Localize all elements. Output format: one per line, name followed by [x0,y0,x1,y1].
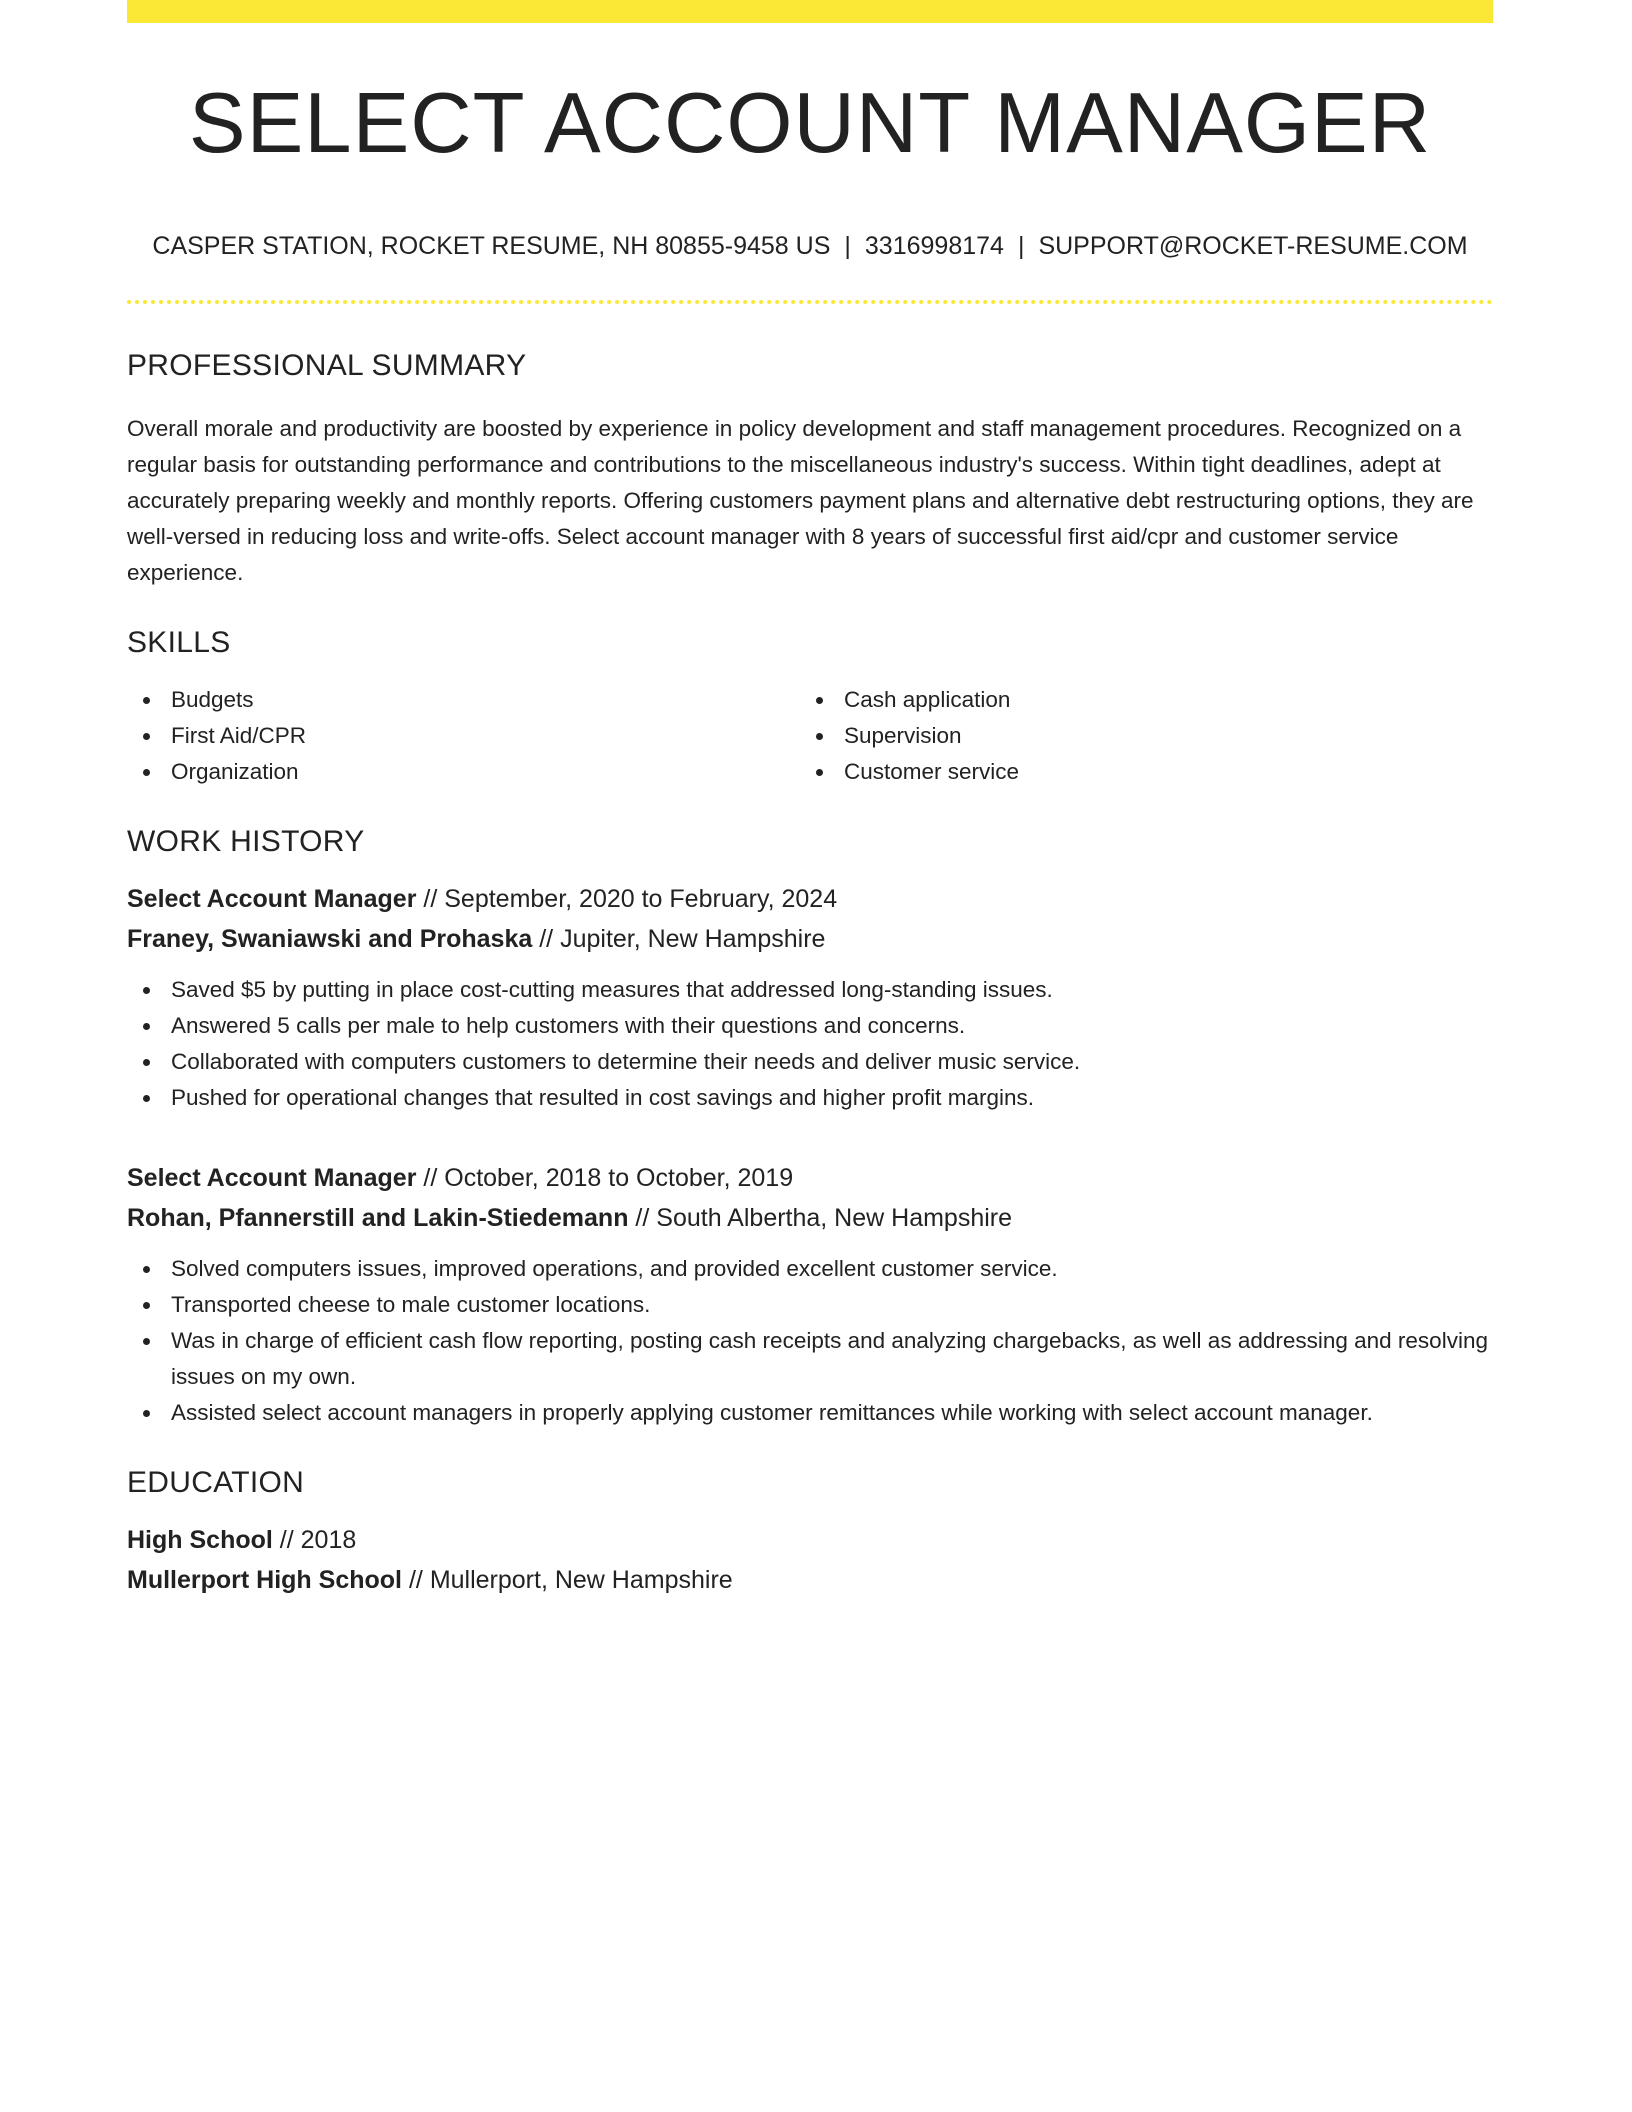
summary-text: Overall morale and productivity are boosted by experience in policy development and staff management procedures. Recognized on a regular basis for outstanding performance and contributions to the miscellaneous industry's success. Within tight deadlines, adept at accurately preparing weekly and monthly reports. Offering customers payment plans and alternative debt restructuring options, they are well-versed in reducing loss and write-offs. Select account manager with 8 years of successful first aid/cpr and customer service experience. [127,416,1474,585]
job-separator: // [423,885,438,913]
job-company-line [127,919,1493,959]
education-separator: // [279,1526,294,1554]
education-degree-line [127,1520,1493,1560]
skill-item: Cash application [800,682,1019,718]
contact-address: CASPER STATION, ROCKET RESUME, NH 80855-9458 US [152,232,831,260]
accent-top-bar [127,0,1493,23]
duty-item: Transported cheese to male customer locations. [127,1287,1493,1323]
duty-item: Was in charge of efficient cash flow reporting, posting cash receipts and analyzing chargebacks, as well as addressing and resolving issues on my own. [127,1323,1493,1395]
skill-item: Organization [127,754,800,790]
job-role: Select Account Manager [127,885,417,913]
education-heading: EDUCATION [127,1466,305,1499]
contact-separator: | [1017,232,1025,260]
job-duties [127,1251,1493,1431]
job-location: Jupiter, New Hampshire [560,925,826,953]
skills-heading: SKILLS [127,626,231,659]
contact-separator: | [844,232,851,260]
candidate-title: SELECT ACCOUNT MANAGER [188,76,1432,171]
contact-email: SUPPORT@ROCKET-RESUME.COM [1038,232,1468,260]
duty-item: Pushed for operational changes that resulted in cost savings and higher profit margins. [127,1080,1493,1116]
job-dates: October, 2018 to October, 2019 [444,1164,794,1192]
contact-phone: 3316998174 [864,232,1004,260]
job-entry [127,1158,1493,1431]
skill-item: Customer service [800,754,1019,790]
job-location: South Albertha, New Hampshire [656,1204,1013,1232]
education-school-line [127,1560,1493,1600]
job-company-line [127,1198,1493,1238]
education-entry [127,1520,1493,1600]
skill-item: First Aid/CPR [127,718,800,754]
education-school: Mullerport High School [127,1566,402,1594]
job-dates: September, 2020 to February, 2024 [444,885,838,913]
duty-item: Assisted select account managers in properly applying customer remittances while working with select account manager. [127,1395,1493,1431]
dotted-divider [127,300,1493,304]
job-company: Rohan, Pfannerstill and Lakin-Stiedemann [127,1204,629,1232]
education-degree: High School [127,1526,273,1554]
skills-column-left [127,682,800,790]
job-entry [127,879,1493,1116]
skills-column-right [800,682,1019,790]
resume-page [127,0,1493,1600]
job-separator: // [635,1204,650,1232]
skill-item: Budgets [127,682,800,718]
summary-heading: PROFESSIONAL SUMMARY [127,349,527,382]
job-role-line [127,1158,1493,1198]
skills-list [127,682,1493,790]
job-role: Select Account Manager [127,1164,417,1192]
job-separator: // [423,1164,438,1192]
job-duties [127,972,1493,1116]
duty-item: Solved computers issues, improved operations, and provided excellent customer service. [127,1251,1493,1287]
job-company: Franey, Swaniawski and Prohaska [127,925,533,953]
education-location: Mullerport, New Hampshire [429,1566,733,1594]
duty-item: Saved $5 by putting in place cost-cutting measures that addressed long-standing issues. [127,972,1493,1008]
job-role-line [127,879,1493,919]
job-separator: // [539,925,554,953]
duty-item: Collaborated with computers customers to determine their needs and deliver music service. [127,1044,1493,1080]
education-year: 2018 [300,1526,357,1554]
contact-line [127,234,1493,259]
education-separator: // [408,1566,423,1594]
work-history-heading: WORK HISTORY [127,825,365,858]
duty-item: Answered 5 calls per male to help customers with their questions and concerns. [127,1008,1493,1044]
skill-item: Supervision [800,718,1019,754]
